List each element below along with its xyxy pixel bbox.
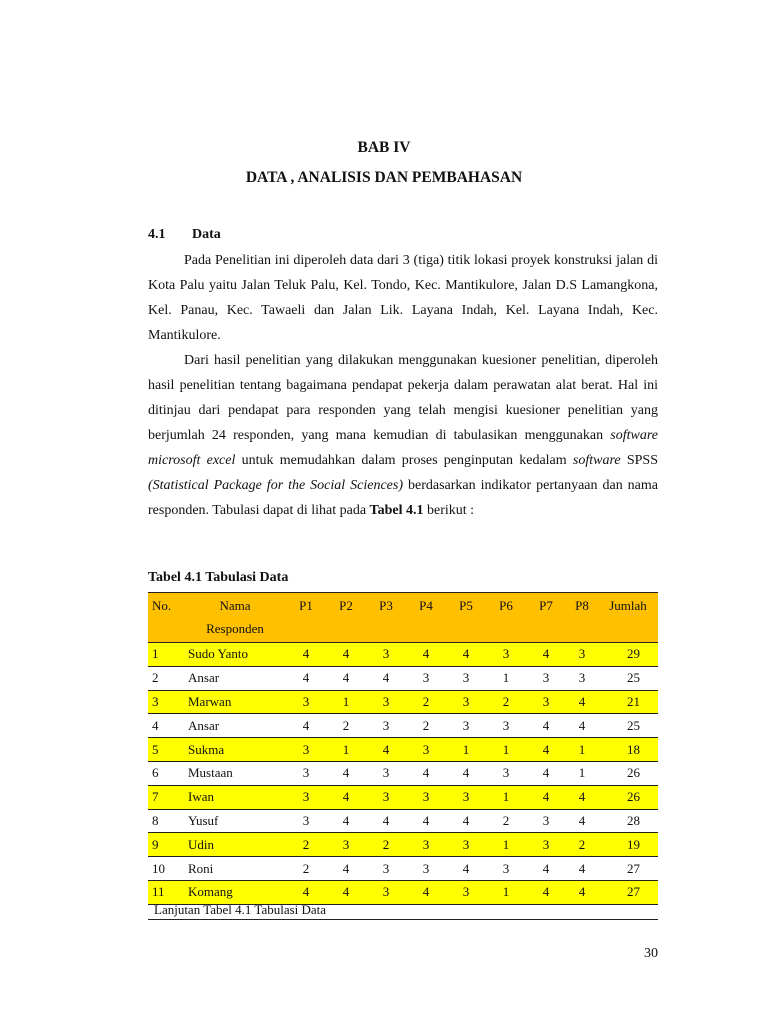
header-total: Jumlah [598,593,658,643]
score-p1: 2 [286,833,326,857]
table-row [148,761,658,785]
section-number: 4.1 [148,227,166,242]
score-p7: 4 [526,880,566,904]
row-total: 18 [598,738,658,762]
score-p3: 4 [366,666,406,690]
row-number: 11 [148,880,184,904]
score-p8: 4 [566,785,598,809]
score-p7: 4 [526,738,566,762]
score-p5: 4 [446,809,486,833]
score-p7: 4 [526,785,566,809]
score-p4: 3 [406,833,446,857]
score-p2: 4 [326,643,366,667]
score-p1: 3 [286,785,326,809]
score-p6: 3 [486,857,526,881]
row-total: 19 [598,833,658,857]
score-p2: 4 [326,857,366,881]
score-p7: 3 [526,833,566,857]
score-p1: 3 [286,690,326,714]
score-p3: 3 [366,643,406,667]
score-p3: 2 [366,833,406,857]
score-p4: 4 [406,761,446,785]
score-p3: 3 [366,880,406,904]
header-p8: P8 [566,593,598,643]
header-p6: P6 [486,593,526,643]
score-p5: 3 [446,690,486,714]
row-number: 7 [148,785,184,809]
para-text: berikut : [423,503,475,518]
score-p2: 4 [326,666,366,690]
paragraph-method [148,348,658,523]
score-p3: 3 [366,761,406,785]
header-p3: P3 [366,593,406,643]
score-p5: 3 [446,714,486,738]
score-p6: 2 [486,690,526,714]
score-p4: 3 [406,857,446,881]
respondent-name: Sukma [184,738,286,762]
header-no: No. [148,593,184,643]
score-p2: 1 [326,738,366,762]
score-p1: 3 [286,761,326,785]
table-row [148,643,658,667]
score-p3: 3 [366,690,406,714]
score-p8: 1 [566,761,598,785]
header-p1: P1 [286,593,326,643]
score-p1: 2 [286,857,326,881]
row-number: 6 [148,761,184,785]
row-number: 3 [148,690,184,714]
table-continuation-note: Lanjutan Tabel 4.1 Tabulasi Data [148,902,658,920]
score-p4: 3 [406,738,446,762]
chapter-number: BAB IV [357,139,411,156]
row-number: 5 [148,738,184,762]
respondent-name: Roni [184,857,286,881]
score-p7: 3 [526,690,566,714]
table-row [148,690,658,714]
row-number: 4 [148,714,184,738]
row-total: 28 [598,809,658,833]
score-p8: 4 [566,714,598,738]
score-p2: 4 [326,761,366,785]
score-p5: 3 [446,785,486,809]
score-p5: 3 [446,880,486,904]
score-p4: 3 [406,666,446,690]
score-p5: 3 [446,666,486,690]
table-row [148,857,658,881]
row-total: 29 [598,643,658,667]
para-italic: (Statistical Package for the Social Sciences) [148,478,404,493]
score-p5: 4 [446,643,486,667]
para-italic: software [572,453,621,468]
score-p4: 2 [406,714,446,738]
score-p7: 4 [526,714,566,738]
respondent-name: Iwan [184,785,286,809]
score-p8: 4 [566,880,598,904]
row-total: 25 [598,714,658,738]
row-total: 26 [598,785,658,809]
section-heading [148,227,221,243]
score-p4: 3 [406,785,446,809]
respondent-name: Udin [184,833,286,857]
respondent-name: Mustaan [184,761,286,785]
table-row [148,785,658,809]
score-p5: 4 [446,857,486,881]
score-p6: 1 [486,666,526,690]
score-p8: 2 [566,833,598,857]
score-p1: 3 [286,738,326,762]
score-p8: 3 [566,666,598,690]
table-row [148,738,658,762]
para-text: berdasarkan indikator pertanyaan dan nama responden. Tabulasi dapat di lihat pada [148,478,658,518]
table-row [148,809,658,833]
score-p2: 1 [326,690,366,714]
score-p3: 3 [366,857,406,881]
score-p5: 3 [446,833,486,857]
header-p2: P2 [326,593,366,643]
table-body [148,643,658,905]
header-p5: P5 [446,593,486,643]
row-number: 2 [148,666,184,690]
score-p2: 4 [326,785,366,809]
respondent-name: Ansar [184,666,286,690]
score-p4: 2 [406,690,446,714]
score-p6: 1 [486,880,526,904]
score-p5: 1 [446,738,486,762]
tabulation-table [148,592,658,905]
table-row [148,833,658,857]
header-name [184,593,286,643]
score-p6: 3 [486,714,526,738]
respondent-name: Yusuf [184,809,286,833]
score-p1: 4 [286,666,326,690]
score-p8: 1 [566,738,598,762]
table-row [148,666,658,690]
score-p8: 3 [566,643,598,667]
score-p4: 4 [406,880,446,904]
score-p7: 3 [526,666,566,690]
score-p7: 4 [526,643,566,667]
row-number: 10 [148,857,184,881]
respondent-name: Ansar [184,714,286,738]
para-text: SPSS [620,453,659,468]
score-p7: 3 [526,809,566,833]
score-p6: 1 [486,833,526,857]
section-title: Data [192,227,221,242]
row-total: 21 [598,690,658,714]
score-p3: 4 [366,738,406,762]
score-p1: 4 [286,880,326,904]
para-text: untuk memudahkan dalam proses penginputan kedalam [235,453,573,468]
score-p1: 4 [286,714,326,738]
respondent-name: Komang [184,880,286,904]
score-p8: 4 [566,857,598,881]
row-number: 9 [148,833,184,857]
row-number: 1 [148,643,184,667]
score-p6: 1 [486,785,526,809]
respondent-name: Sudo Yanto [184,643,286,667]
row-total: 27 [598,857,658,881]
header-name-line2: Responden [206,621,264,636]
para-text: Dari hasil penelitian yang dilakukan menggunakan kuesioner penelitian, diperoleh hasil penelitian tentang bagaimana pendapat pekerja dalam perawatan alat berat. Hal ini ditinjau dari pendapat para responden yang telah mengisi kuesioner penelitian yang berjumlah 24 responden, yang mana kemudian di tabulasikan menggunakan [148,353,658,443]
score-p5: 4 [446,761,486,785]
header-p4: P4 [406,593,446,643]
header-name-line1: Nama [219,598,251,613]
score-p6: 3 [486,761,526,785]
table-header-row [148,593,658,643]
score-p4: 4 [406,809,446,833]
score-p7: 4 [526,857,566,881]
para-italic: software microsoft excel [148,428,658,468]
score-p2: 2 [326,714,366,738]
score-p6: 3 [486,643,526,667]
score-p6: 1 [486,738,526,762]
row-total: 27 [598,880,658,904]
score-p3: 3 [366,714,406,738]
table-caption: Tabel 4.1 Tabulasi Data [148,570,289,585]
score-p8: 4 [566,809,598,833]
score-p8: 4 [566,690,598,714]
table-row [148,880,658,904]
score-p7: 4 [526,761,566,785]
table-row [148,714,658,738]
row-total: 26 [598,761,658,785]
table-reference: Tabel 4.1 [369,503,424,518]
score-p6: 2 [486,809,526,833]
chapter-title: DATA , ANALISIS DAN PEMBAHASAN [245,169,523,186]
score-p3: 3 [366,785,406,809]
row-number: 8 [148,809,184,833]
header-p7: P7 [526,593,566,643]
score-p2: 4 [326,880,366,904]
paragraph-locations: Pada Penelitian ini diperoleh data dari 3 (tiga) titik lokasi proyek konstruksi jalan di Kota Palu yaitu Jalan Teluk Palu, Kel. Tondo, Kec. Mantikulore, Jalan D.S Lamangkona, Kel. Panau, Kec. Tawaeli dan Jalan Lik. Layana Indah, Kel. Layana Indah, Kec. Mantikulore. [148,253,658,343]
score-p1: 4 [286,643,326,667]
score-p2: 3 [326,833,366,857]
respondent-name: Marwan [184,690,286,714]
score-p2: 4 [326,809,366,833]
score-p3: 4 [366,809,406,833]
score-p4: 4 [406,643,446,667]
page-number: 30 [644,946,658,961]
score-p1: 3 [286,809,326,833]
row-total: 25 [598,666,658,690]
